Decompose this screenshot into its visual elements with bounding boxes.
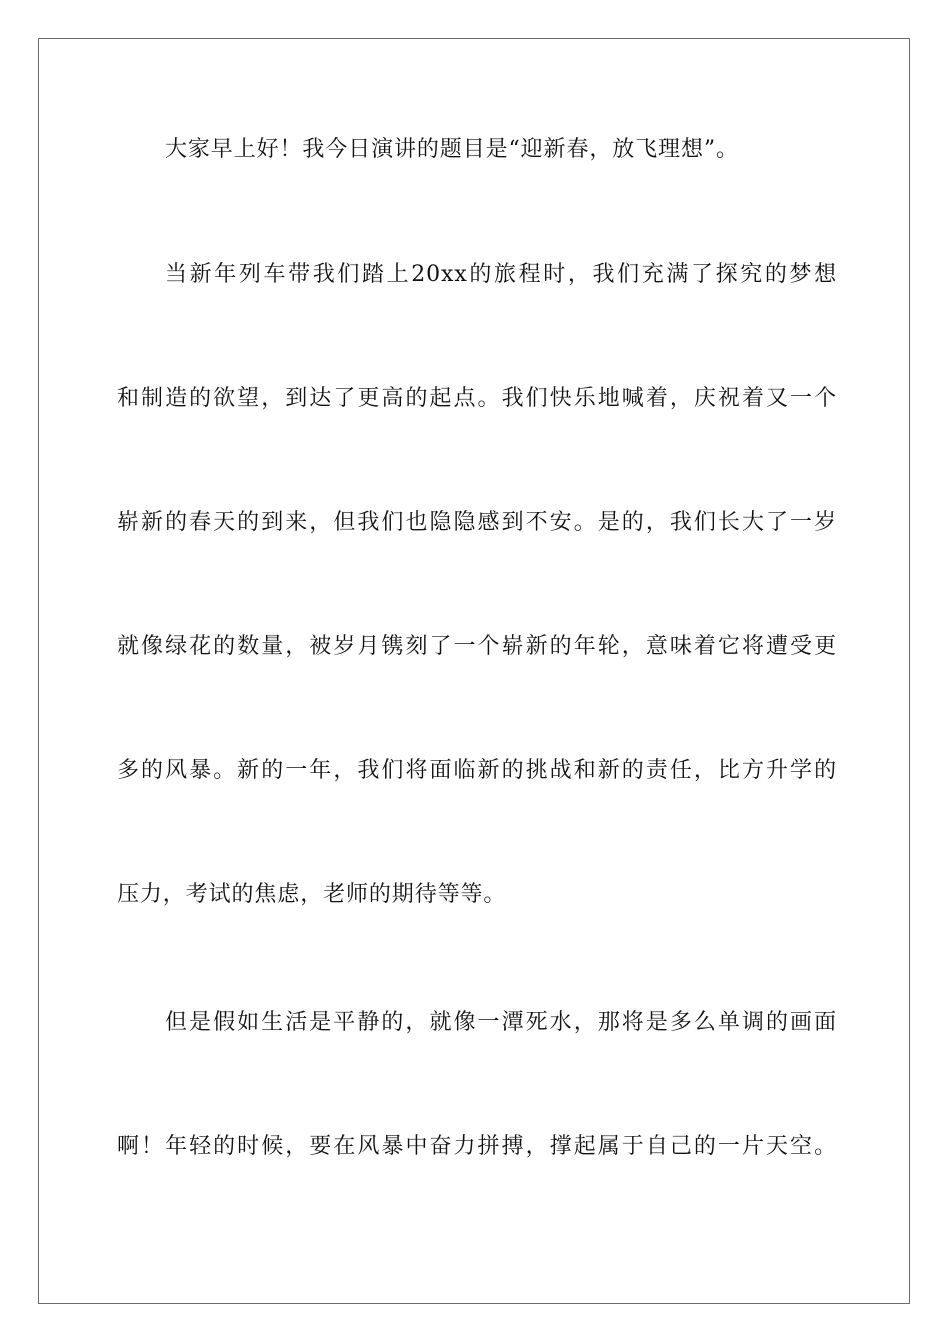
paragraph-2-line-5: 多的风暴。新的一年，我们将面临新的挑战和新的责任，比方升学的 (117, 758, 837, 783)
paragraph-1-line-1: 大家早上好！我今日演讲的题目是“迎新春，放飞理想”。 (165, 137, 739, 162)
page-border (38, 38, 910, 1304)
paragraph-3-line-2: 啊！年轻的时候，要在风暴中奋力拼搏，撑起属于自己的一片天空。 (117, 1134, 837, 1159)
paragraph-2-line-1: 当新年列车带我们踏上20xx的旅程时，我们充满了探究的梦想 (165, 262, 837, 287)
paragraph-3-line-1: 但是假如生活是平静的，就像一潭死水，那将是多么单调的画面 (165, 1010, 837, 1035)
paragraph-2-line-4: 就像绿花的数量，被岁月镌刻了一个崭新的年轮，意味着它将遭受更 (117, 634, 837, 659)
paragraph-2-line-3: 崭新的春天的到来，但我们也隐隐感到不安。是的，我们长大了一岁 (117, 510, 837, 535)
paragraph-2-line-2: 和制造的欲望，到达了更高的起点。我们快乐地喊着，庆祝着又一个 (117, 386, 837, 411)
paragraph-2-line-6: 压力，考试的焦虑，老师的期待等等。 (117, 882, 507, 907)
